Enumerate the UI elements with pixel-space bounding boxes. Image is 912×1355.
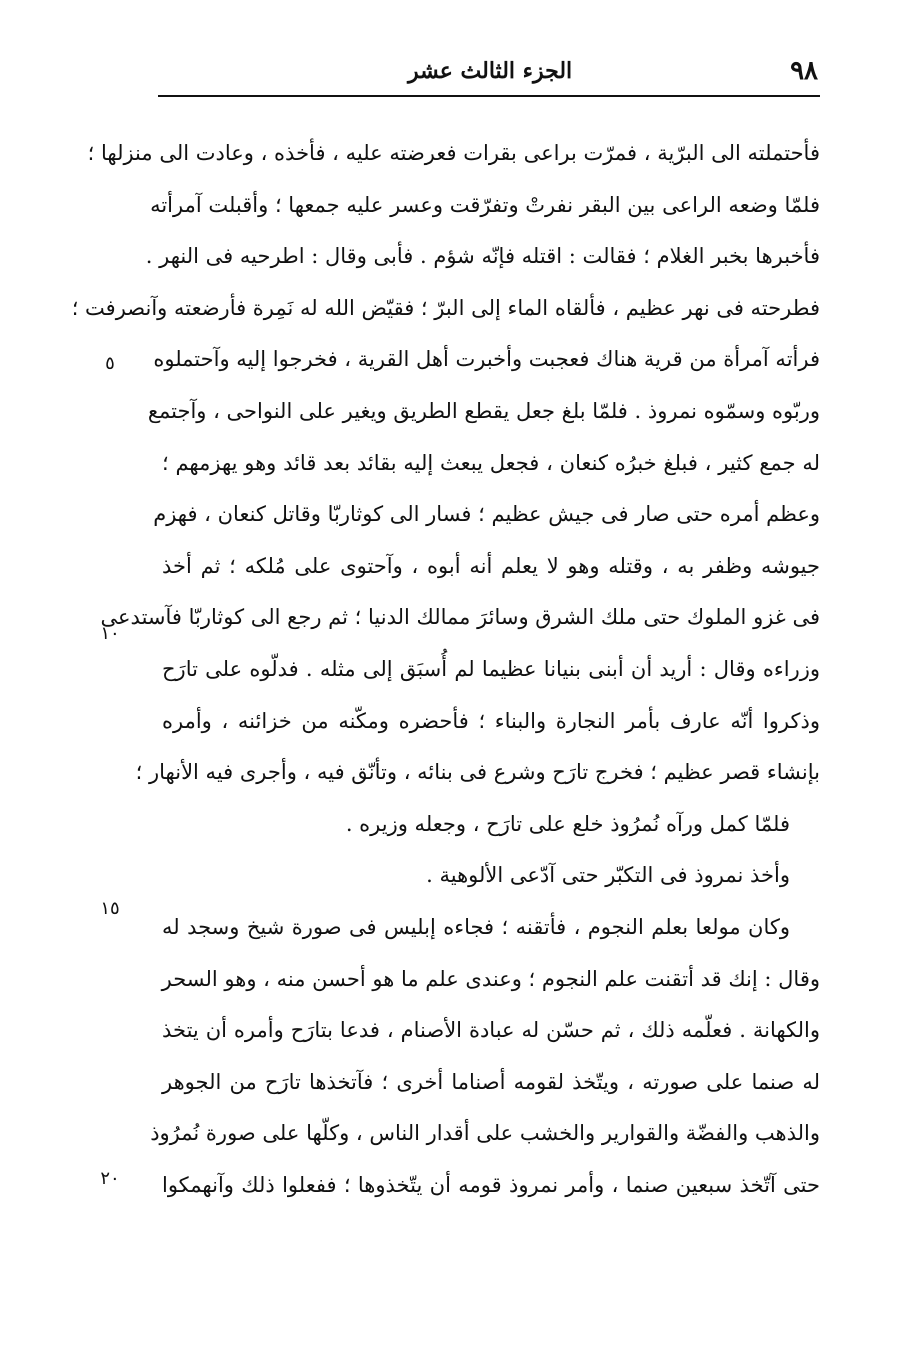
header-rule [158, 95, 820, 97]
line-number: ٢٠ [100, 1168, 120, 1189]
text-line: وعظم أمره حتى صار فى جيش عظيم ؛ فسار الى كوثاربّا وقاتل كنعان ، فهزم [153, 502, 820, 527]
text-line: فلمّا كمل ورآه نُمرُوذ خلع على تارَح ، وجعله وزيره . [345, 811, 790, 836]
text-line: فرأته آمرأة من قرية هناك فعجبت وأخبرت أهل القرية ، فخرجوا إليه وآحتملوه [153, 347, 820, 372]
text-line: وكان مولعا بعلم النجوم ، فأتقنه ؛ فجاءه إبليس فى صورة شيخ وسجد له [162, 914, 790, 939]
text-line: وزراءه وقال : أريد أن أبنى بنيانا عظيما لم أُسبَق إلى مثله . فدلّوه على تارَح [162, 656, 820, 681]
text-line: وأخذ نمروذ فى التكبّر حتى آدّعى الألوهية . [426, 863, 790, 888]
text-line: جيوشه وظفر به ، وقتله وهو لا يعلم أنه أبوه ، وآحتوى على مُلكه ؛ ثم أخذ [162, 553, 820, 578]
running-title: الجزء الثالث عشر [408, 58, 573, 84]
page-header [158, 56, 818, 96]
text-line: له صنما على صورته ، ويتّخذ لقومه أصناما أخرى ؛ فآتخذها تارَح من الجوهر [162, 1069, 820, 1094]
text-line: فطرحته فى نهر عظيم ، فألقاه الماء إلى البرّ ؛ فقيّض الله له نَمِرة فأرضعته وآنصرفت ؛ [71, 295, 820, 320]
line-number: ٥ [105, 353, 115, 374]
text-line: بإنشاء قصر عظيم ؛ فخرج تارَح وشرع فى بنائه ، وتأنّق فيه ، وأجرى فيه الأنهار ؛ [135, 760, 820, 785]
text-line: له جمع كثير ، فبلغ خبرُه كنعان ، فجعل يبعث إليه بقائد بعد قائد وهو يهزمهم ؛ [162, 450, 820, 475]
text-line: وقال : إنك قد أتقنت علم النجوم ؛ وعندى علم ما هو أحسن منه ، وهو السحر [161, 966, 820, 991]
text-line: وربّوه وسمّوه نمروذ . فلمّا بلغ جعل يقطع الطريق ويغير على النواحى ، وآجتمع [147, 398, 820, 423]
text-line: فأخبرها بخبر الغلام ؛ فقالت : اقتله فإنّه شؤم . فأبى وقال : اطرحيه فى النهر . [145, 244, 820, 269]
line-number: ١٥ [100, 898, 120, 919]
text-line: وذكروا أنّه عارف بأمر النجارة والبناء ؛ فأحضره ومكّنه من خزائنه ، وأمره [162, 708, 820, 733]
line-number: ١٠ [100, 623, 120, 644]
text-line: والكهانة . فعلّمه ذلك ، ثم حسّن له عبادة الأصنام ، فدعا بتارَح وأمره أن يتخذ [162, 1018, 820, 1043]
text-line: والذهب والفضّة والقوارير والخشب على أقدار الناس ، وكلّها على صورة نُمرُوذ [150, 1121, 820, 1146]
text-line: فلمّا وضعه الراعى بين البقر نفرتْ وتفرّقت وعسر عليه جمعها ؛ وأقبلت آمرأته [150, 192, 820, 217]
page-number: ٩٨ [790, 56, 818, 86]
text-line: فى غزو الملوك حتى ملك الشرق وسائرَ ممالك الدنيا ؛ ثم رجع الى كوثاربّا فآستدعى [100, 605, 820, 630]
text-line: فأحتملته الى البرّية ، فمرّت براعى بقرات فعرضته عليه ، فأخذه ، وعادت الى منزلها ؛ [87, 141, 820, 165]
text-line: حتى آتّخذ سبعين صنما ، وأمر نمروذ قومه أن يتّخذوها ؛ ففعلوا ذلك وآنهمكوا [162, 1172, 820, 1197]
